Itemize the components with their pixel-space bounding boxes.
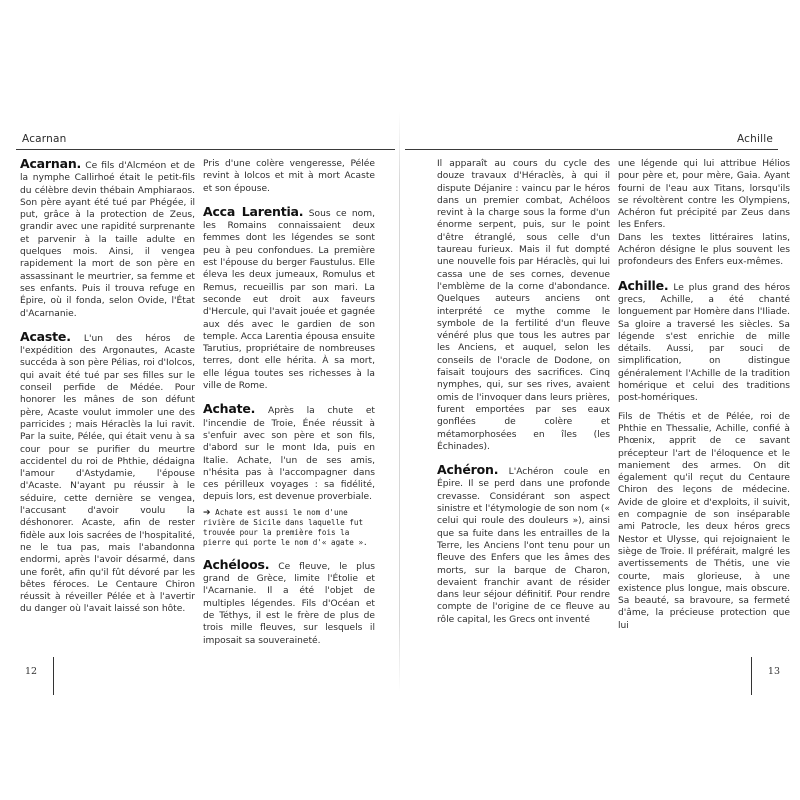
entry-text: Après la chute et l'incendie de Troie, Énée réussit à s'enfuir avec son père et son fils, d'abord sur le mont Ida, puis en Italie. Achate, l'un de ses amis, n'hésita pas à l'accompagner dans ces périlleux voyages : sa fidélité, depuis lors, est devenue proverbiale.: [203, 406, 375, 503]
entry-acarnan: [20, 158, 195, 320]
headword: Acarnan.: [20, 156, 82, 171]
entry-acaste-cont: [203, 158, 375, 195]
running-head-left: Acarnan: [22, 133, 67, 145]
entry-achille: [618, 277, 790, 632]
header-rule-right: [405, 149, 778, 150]
entry-text: Sous ce nom, les Romains connaissaient deux femmes dont les légendes se sont peu à peu confondues. La première est l'épouse du berger Faustulus. Elle éleva les deux jumeaux, Romulus et Remus, recueillis par son mari. La seconde eut droit aux faveurs d'Hercule, qui l'avait jouée et gagnée aux dés avec le gardien de son temple. Acca Larentia épousa ensuite Tarutius, propriétaire de nombreuses terres, dont elle hérita. À sa mort, elle légua toutes ses richesses à la ville de Rome.: [203, 208, 375, 392]
note-text: Achate est aussi le nom d'une rivière de Sicile dans laquelle fut trouvée pour la première fois la pierre qui porte le nom d'« agate ».: [203, 507, 368, 547]
page-number-left: 12: [25, 666, 38, 677]
left-column-2: [203, 158, 375, 658]
entry-acheloos: [203, 556, 375, 647]
right-page: [400, 0, 800, 800]
entry-acheron-cont: [618, 158, 790, 269]
arrow-icon: ➔: [203, 507, 211, 518]
folio-bar-left: [53, 657, 54, 695]
folio-bar-right: [751, 657, 752, 695]
entry-text: Ce fils d'Alcméon et de la nymphe Callirhoé était le petit-fils du célèbre devin thébain Amphiaraos. Son père ayant été tué par Phégée, il put, grâce à la protection de Zeus, grandir avec une rapidité surprenante et parvenir à la taille adulte en quelques mois. Ainsi, il vengea rapidement la mort de son père en assassinant le meurtrier, sa femme et ses enfants. Puis il trouva refuge en Épire, où il fonda, selon Ovide, l'État d'Acarnanie.: [20, 161, 195, 319]
right-column-1: [437, 158, 610, 637]
entry-text: Dans les textes littéraires latins, Achéron désigne le plus souvent les profondeurs des Enfers eux-mêmes.: [618, 232, 790, 268]
headword: Achate.: [203, 401, 256, 417]
entry-acaste: [20, 328, 195, 616]
headword: Acca Larentia.: [203, 203, 304, 219]
headword: Achéron.: [437, 462, 499, 478]
entry-achate: [203, 403, 375, 547]
headword: Achille.: [618, 277, 669, 293]
entry-text: Ce fleuve, le plus grand de Grèce, limite l'Étolie et l'Acarnanie. Il a été l'objet de multiples légendes. Fils d'Océan et de Téthys, il est le frère de plus de trois mille fleuves, sur lesquels il imposait sa souveraineté.: [203, 561, 375, 646]
entry-text: Pris d'une colère vengeresse, Pélée revint à Iolcos et mit à mort Acaste et son épouse.: [203, 159, 375, 194]
sidenote: [203, 508, 375, 548]
entry-text: L'un des héros de l'expédition des Argonautes, Acaste succéda à son père Pélias, roi d'Iolcos, qui avait été tué par ses filles sur le conseil perfide de Médée. Pour honorer les mânes de son défunt père, Acaste voulut immoler une des parricides ; mais Héraclès la lui ravit. Par la suite, Pélée, qui était venu à sa cour pour se purifier du meurtre accidentel du roi de Phthie, dédaigna l'amour d'Astydamie, l'épouse d'Acaste. N'ayant pu réussir à le séduire, cette dernière se vengea, l'accusant d'avoir voulu la déshonorer. Acaste, afin de rester fidèle aux lois sacrées de l'hospitalité, ne le tua pas, mais l'abandonna endormi, après l'avoir désarmé, dans une forêt, afin qu'il fût dévoré par les bêtes féroces. Le Centaure Chiron réussit à réveiller Pélée et à l'avertir du danger où l'avait laissé son hôte.: [20, 333, 195, 615]
right-column-2: [618, 158, 790, 643]
headword: Acaste.: [20, 328, 71, 344]
entry-text: Il apparaît au cours du cycle des douze travaux d'Héraclès, à qui il dispute Déjanire : vaincu par le héros dans un premier combat, Achéloos revint à la charge sous la forme d'un énorme serpent, puis, sur le point d'être étranglé, sous celle d'un taureau furieux. Mais il fut dompté une nouvelle fois par Héraclès, qui lui cassa une de ses cornes, devenue l'emblème de la corne d'abondance. Quelques auteurs anciens ont interprété ce mythe comme le symbole de la fertilité d'un fleuve vénéré plus que tous les autres par les Anciens, et auquel, selon les conseils de l'oracle de Dodone, on faisait toujours des sacrifices. Cinq nymphes, qui, sur ses rives, avaient omis de l'invoquer dans leurs prières, furent emportées par ses eaux gonflées de colère et métamorphosées en îles (les Échinades).: [437, 159, 610, 452]
headword: Achéloos.: [203, 556, 270, 572]
entry-text: L'Achéron coule en Épire. Il se perd dans une profonde crevasse. Considérant son aspect sinistre et l'étymologie de son nom (« celui qui roule des douleurs »), ainsi que sa fuite dans les entrailles de la Terre, les Anciens l'ont tenu pour un fleuve des Enfers que les âmes des morts, sur la barque de Charon, devaient franchir avant de résider dans leur séjour définitif. Pour rendre compte de l'origine de ce fleuve au rôle capital, les Grecs ont inventé: [437, 467, 610, 625]
entry-text: Le plus grand des héros grecs, Achille, a été chanté longuement par Homère dans l'Iliade. Sa gloire a traversé les siècles. Sa légende s'est enrichie de mille détails. Aussi, par souci de simplification, on distingue généralement l'Achille de la tradition homérique et celui des traditions post-homériques.: [618, 282, 790, 404]
header-rule-left: [16, 149, 395, 150]
entry-text: Fils de Thétis et de Pélée, roi de Phthie en Thessalie, Achille, confié à Phœnix, apprit de ce savant précepteur l'art de l'éloquence et le maniement des armes. On dit également qu'il reçut du Centaure Chiron des leçons de médecine. Avide de gloire et d'exploits, il suivit, en compagnie de son inséparable ami Patrocle, les deux héros grecs Nestor et Ulysse, qui rejoignaient le siège de Troie. Il préférait, malgré les avertissements de Thétis, une vie courte, mais glorieuse, à une existence plus longue, mais obscure. Sa beauté, sa bravoure, sa fermeté d'âme, la précieuse protection que lui: [618, 411, 790, 631]
entry-acheron: [437, 464, 610, 626]
entry-acca-larentia: [203, 203, 375, 392]
page-number-right: 13: [767, 666, 780, 677]
left-column-1: [20, 158, 195, 627]
entry-text: une légende qui lui attribue Hélios pour père et, pour mère, Gaia. Ayant fourni de l'eau aux Titans, lorsqu'ils se révoltèrent contre les Olympiens, Achéron fut précipité par Zeus dans les Enfers.: [618, 159, 790, 231]
running-head-right: Achille: [736, 133, 773, 145]
entry-acheloos-cont: [437, 158, 610, 453]
